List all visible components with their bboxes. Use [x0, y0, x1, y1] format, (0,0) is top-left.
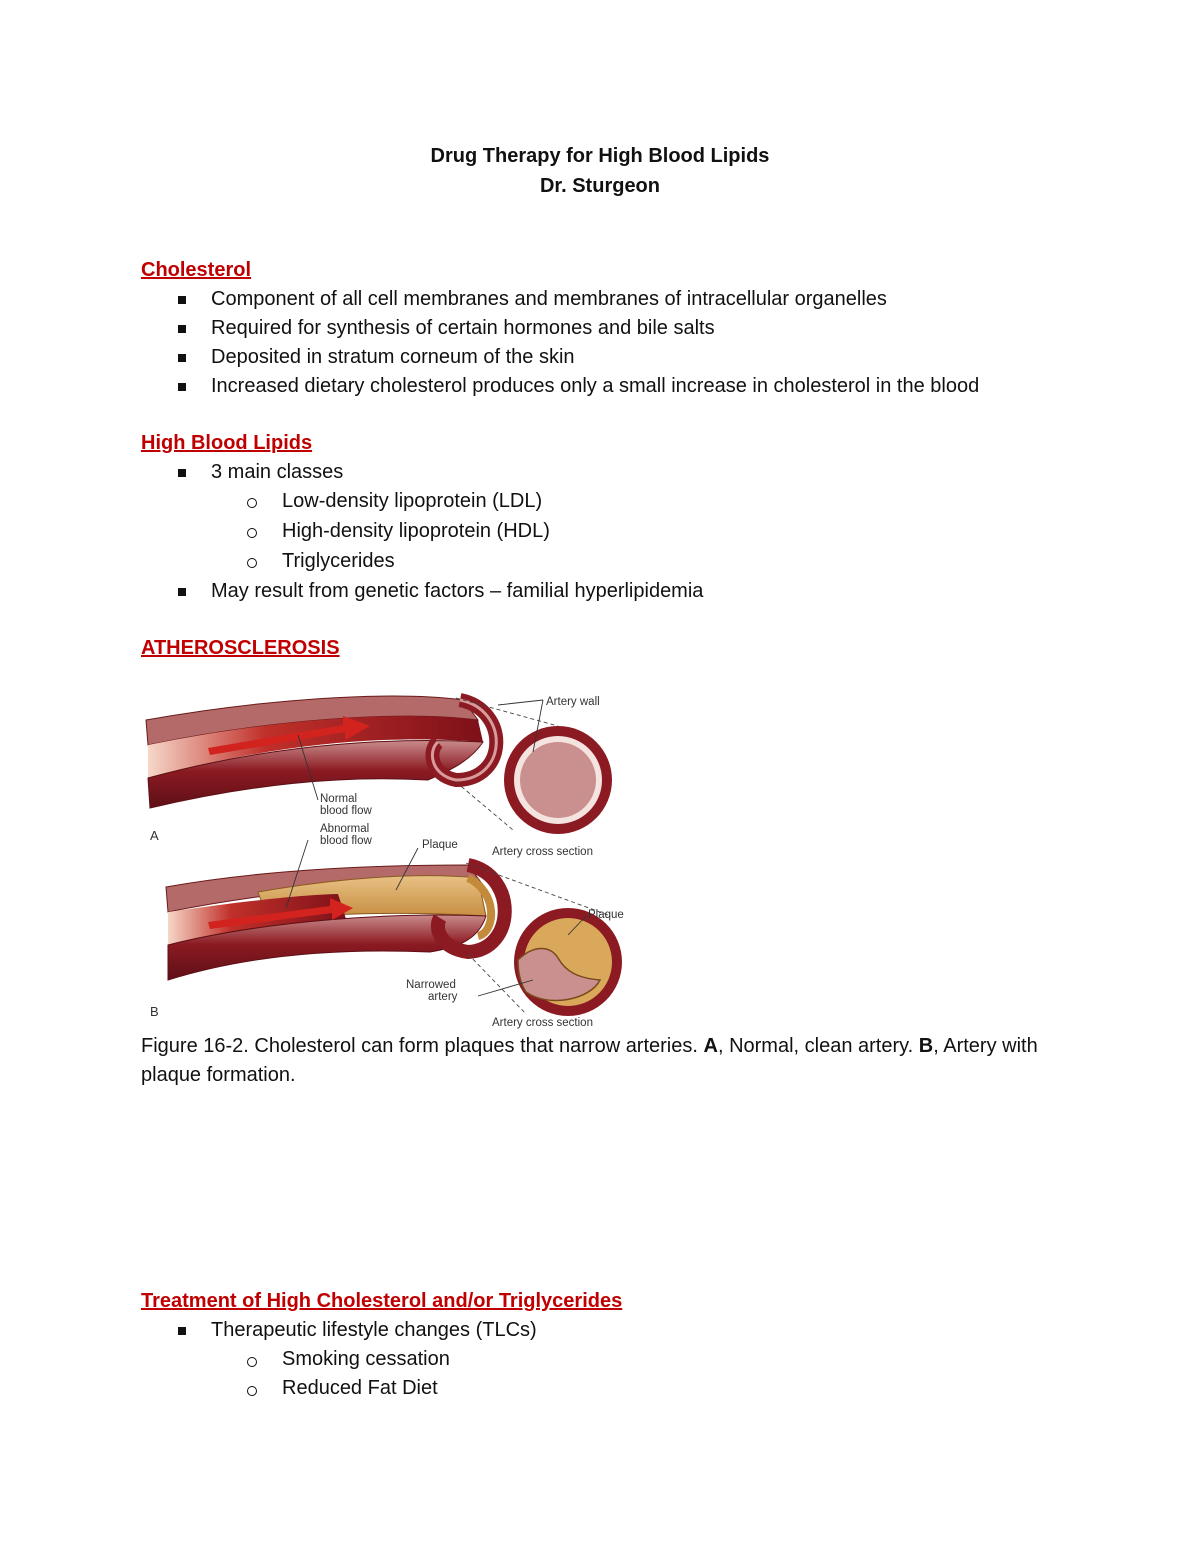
label-narrowed-artery-1: Narrowed	[406, 979, 456, 991]
caption-prefix: Figure 16-2. Cholesterol can form plaques that narrow arteries.	[141, 1035, 704, 1057]
bullet-circle-icon	[247, 1357, 257, 1367]
cholesterol-bullet-1: Component of all cell membranes and membranes of intracellular organelles	[211, 288, 887, 310]
bullet-square-icon	[178, 469, 186, 477]
lipids-sub-2: High-density lipoprotein (HDL)	[282, 520, 550, 542]
label-panel-b: B	[150, 1004, 159, 1019]
section-heading-high-blood-lipids: High Blood Lipids	[141, 432, 313, 454]
bullet-circle-icon	[247, 558, 257, 568]
caption-label-a: A	[703, 1035, 718, 1057]
cholesterol-bullet-4: Increased dietary cholesterol produces only a small increase in cholesterol in the blood	[211, 375, 980, 397]
label-narrowed-artery-2: artery	[428, 991, 458, 1003]
bullet-square-icon	[178, 325, 186, 333]
cholesterol-bullet-2: Required for synthesis of certain hormones and bile salts	[211, 317, 715, 339]
lipids-sub-3: Triglycerides	[282, 550, 395, 572]
label-abnormal-blood-flow-1: Abnormal	[320, 823, 370, 835]
figure-caption	[141, 1032, 1071, 1090]
section-heading-treatment: Treatment of High Cholesterol and/or Triglycerides	[141, 1290, 623, 1312]
treatment-sub-1: Smoking cessation	[282, 1348, 450, 1370]
document-title: Drug Therapy for High Blood Lipids	[430, 145, 770, 167]
document-author: Dr. Sturgeon	[539, 175, 660, 197]
label-cross-section-b: Artery cross section	[492, 1017, 593, 1029]
label-plaque-top: Plaque	[422, 839, 458, 851]
section-heading-atherosclerosis: ATHEROSCLEROSIS	[141, 637, 340, 659]
label-artery-wall: Artery wall	[546, 696, 600, 708]
bullet-circle-icon	[247, 1386, 257, 1396]
plaque-artery-illustration	[166, 840, 622, 1016]
caption-label-b: B	[918, 1035, 934, 1057]
bullet-square-icon	[178, 1327, 186, 1335]
label-cross-section-a: Artery cross section	[492, 846, 593, 858]
bullet-circle-icon	[247, 528, 257, 538]
label-normal-blood-flow-1: Normal	[320, 793, 358, 805]
bullet-square-icon	[178, 588, 186, 596]
lipids-sub-1: Low-density lipoprotein (LDL)	[282, 490, 543, 512]
label-normal-blood-flow-2: blood flow	[320, 805, 372, 817]
label-abnormal-blood-flow-2: blood flow	[320, 835, 372, 847]
lipids-bullet-1: 3 main classes	[211, 461, 344, 483]
normal-artery-illustration	[146, 696, 612, 834]
bullet-circle-icon	[247, 498, 257, 508]
treatment-bullet-1: Therapeutic lifestyle changes (TLCs)	[211, 1319, 537, 1341]
label-panel-a: A	[150, 828, 159, 843]
treatment-sub-2: Reduced Fat Diet	[282, 1377, 438, 1399]
bullet-square-icon	[178, 296, 186, 304]
label-plaque-right: Plaque	[588, 909, 624, 921]
cholesterol-bullet-3: Deposited in stratum corneum of the skin	[211, 346, 575, 368]
lipids-bullet-2: May result from genetic factors – familial hyperlipidemia	[211, 580, 704, 602]
section-heading-cholesterol: Cholesterol	[141, 259, 252, 281]
bullet-square-icon	[178, 354, 186, 362]
atherosclerosis-figure	[138, 680, 638, 1030]
caption-text-b: , Artery with plaque formation.	[141, 1035, 1038, 1086]
caption-text-a: , Normal, clean artery.	[717, 1035, 919, 1057]
bullet-square-icon	[178, 383, 186, 391]
